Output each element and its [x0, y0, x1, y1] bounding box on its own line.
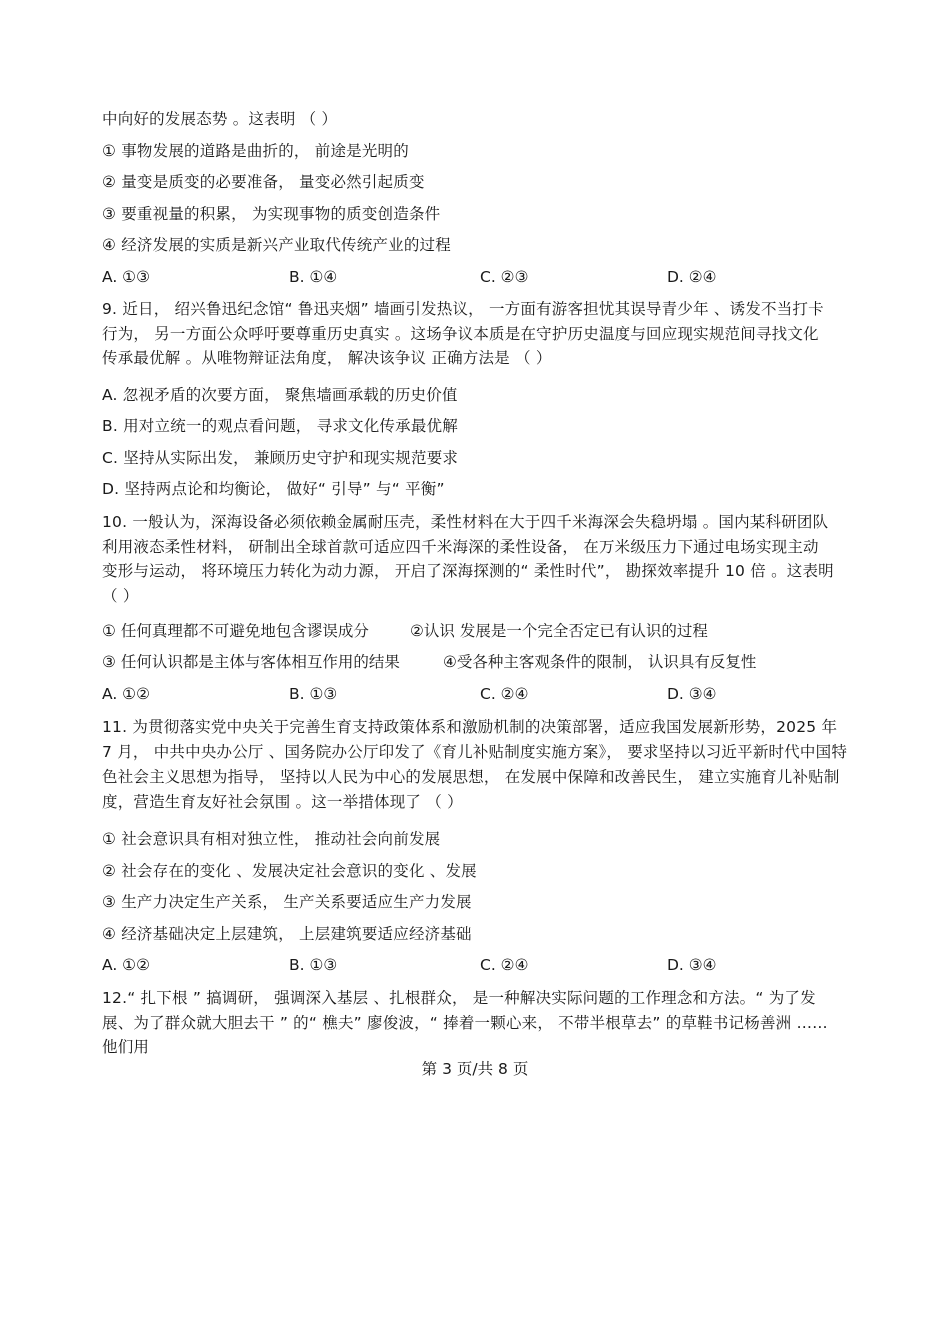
q10-item-2: ②认识 发展是一个完全否定已有认识的过程 [410, 622, 708, 640]
q10-option-d: D. ③④ [667, 685, 717, 703]
q9-option-d: D. 坚持两点论和均衡论， 做好“ 引导” 与“ 平衡” [102, 480, 445, 498]
q12-stem-line-3: 他们用 [102, 1038, 150, 1056]
q11-stem-line-1: 11. 为贯彻落实党中央关于完善生育支持政策体系和激励机制的决策部署，适应我国发展新形势，2025 年 [102, 718, 838, 736]
q11-item-4: ④ 经济基础决定上层建筑， 上层建筑要适应经济基础 [102, 925, 472, 943]
q10-option-b: B. ①③ [289, 685, 338, 703]
q9-option-b: B. 用对立统一的观点看问题， 寻求文化传承最优解 [102, 417, 458, 435]
q8-stem-tail: 中向好的发展态势 。这表明 （ ） [102, 110, 338, 128]
q8-item-4: ④ 经济发展的实质是新兴产业取代传统产业的过程 [102, 236, 451, 254]
q10-stem-line-1: 10. 一般认为，深海设备必须依赖金属耐压壳，柔性材料在大于四千米海深会失稳坍塌 。国内某科研团队 [102, 513, 829, 531]
q8-option-a: A. ①③ [102, 268, 150, 286]
q11-item-3: ③ 生产力决定生产关系， 生产关系要适应生产力发展 [102, 893, 472, 911]
q12-stem-line-1: 12.“ 扎下根 ” 搞调研， 强调深入基层 、扎根群众， 是一种解决实际问题的工作理念和方法。“ 为了发 [102, 989, 816, 1007]
q8-item-3: ③ 要重视量的积累， 为实现事物的质变创造条件 [102, 205, 441, 223]
q9-option-c: C. 坚持从实际出发， 兼顾历史守护和现实规范要求 [102, 449, 459, 467]
q10-item-3: ③ 任何认识都是主体与客体相互作用的结果 [102, 653, 400, 671]
q9-stem-line-2: 行为， 另一方面公众呼吁要尊重历史真实 。这场争议本质是在守护历史温度与回应现实规范间寻找文化 [102, 325, 819, 343]
q9-stem-line-1: 9. 近日， 绍兴鲁迅纪念馆“ 鲁迅夹烟” 墙画引发热议， 一方面有游客担忧其误导青少年 、诱发不当打卡 [102, 300, 824, 318]
q8-option-c: C. ②③ [480, 268, 529, 286]
page-number-footer: 第 3 页/共 8 页 [421, 1060, 529, 1078]
q12-stem-line-2: 展、为了群众就大胆去干 ” 的“ 樵夫” 廖俊波，“ 捧着一颗心来， 不带半根草去” 的草鞋书记杨善洲 …… [102, 1014, 828, 1032]
q11-option-a: A. ①② [102, 956, 150, 974]
q11-option-d: D. ③④ [667, 956, 717, 974]
q10-item-4: ④受各种主客观条件的限制， 认识具有反复性 [443, 653, 757, 671]
q8-item-1: ① 事物发展的道路是曲折的， 前途是光明的 [102, 142, 409, 160]
q11-stem-line-2: 7 月， 中共中央办公厅 、国务院办公厅印发了《育儿补贴制度实施方案》， 要求坚持以习近平新时代中国特 [102, 743, 848, 761]
q9-stem-line-3: 传承最优解 。从唯物辩证法角度， 解决该争议 正确方法是 （ ） [102, 349, 552, 367]
q9-option-a: A. 忽视矛盾的次要方面， 聚焦墙画承载的历史价值 [102, 386, 458, 404]
q10-option-a: A. ①② [102, 685, 150, 703]
q11-stem-line-3: 色社会主义思想为指导， 坚持以人民为中心的发展思想， 在发展中保障和改善民生， 建立实施育儿补贴制 [102, 768, 840, 786]
q11-option-b: B. ①③ [289, 956, 338, 974]
q10-stem-line-3: 变形与运动， 将环境压力转化为动力源， 开启了深海探测的“ 柔性时代”， 勘探效率提升 10 倍 。这表明 [102, 562, 834, 580]
q10-option-c: C. ②④ [480, 685, 529, 703]
q10-stem-line-2: 利用液态柔性材料， 研制出全球首款可适应四千米海深的柔性设备， 在万米级压力下通过电场实现主动 [102, 538, 819, 556]
q11-item-1: ① 社会意识具有相对独立性， 推动社会向前发展 [102, 830, 441, 848]
q10-item-1: ① 任何真理都不可避免地包含谬误成分 [102, 622, 369, 640]
q11-item-2: ② 社会存在的变化 、发展决定社会意识的变化 、发展 [102, 862, 477, 880]
q10-stem-line-4: （ ） [102, 587, 139, 605]
q8-option-d: D. ②④ [667, 268, 717, 286]
q11-option-c: C. ②④ [480, 956, 529, 974]
q11-stem-line-4: 度，营造生育友好社会氛围 。这一举措体现了 （ ） [102, 793, 463, 811]
q8-option-b: B. ①④ [289, 268, 338, 286]
q8-item-2: ② 量变是质变的必要准备， 量变必然引起质变 [102, 173, 425, 191]
